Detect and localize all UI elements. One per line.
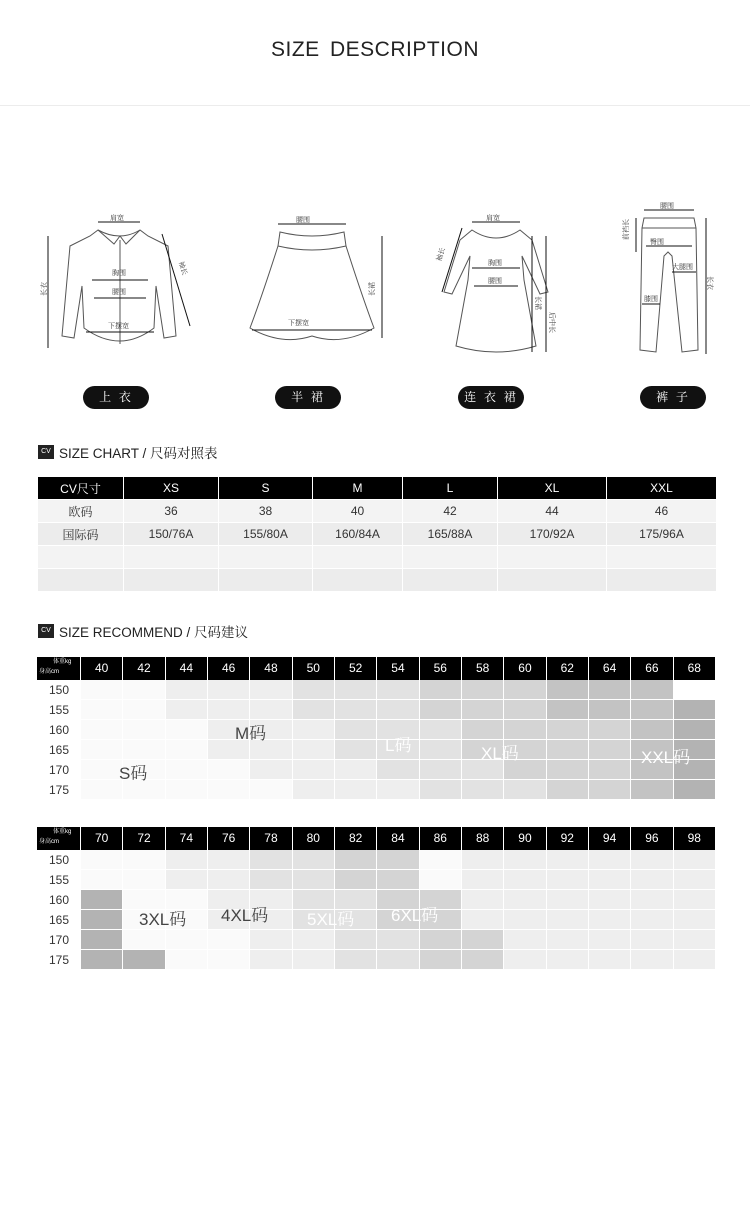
size-chart-cell: 170/92A: [498, 523, 607, 546]
weight-column-header: 82: [335, 827, 377, 850]
recommend-cell: [81, 700, 123, 720]
size-chart-col-header: XXL: [607, 477, 717, 500]
recommend-cell: [589, 780, 631, 800]
recommend-cell: [674, 870, 716, 890]
recommend-cell: [631, 680, 673, 700]
recommend-cell: [123, 680, 165, 700]
recommend-cell: [377, 680, 419, 700]
recommend-cell: [123, 930, 165, 950]
recommend-cell: [674, 720, 716, 740]
recommend-cell: [674, 850, 716, 870]
recommend-cell: [547, 700, 589, 720]
weight-header-row: [37, 657, 716, 680]
size-zone-label: 4XL码: [221, 906, 269, 925]
recommend-cell: [420, 950, 462, 970]
size-chart-cell: [498, 569, 607, 592]
dim-chest: 胸围: [112, 269, 126, 277]
recommend-cell: [589, 700, 631, 720]
recommend-cell: [335, 850, 377, 870]
recommend-cell: [631, 780, 673, 800]
size-chart-title: SIZE CHART / 尺码对照表: [59, 446, 218, 461]
size-chart-row: [38, 523, 717, 546]
weight-column-header: 42: [123, 657, 165, 680]
recommend-cell: [250, 700, 292, 720]
size-zone-label: XXL码: [641, 748, 691, 767]
dim-sleeve: 袖长: [176, 260, 189, 277]
corner-height-label: 身高cm: [39, 669, 59, 675]
weight-column-header: 74: [166, 827, 208, 850]
height-row: [37, 950, 716, 970]
height-row-label: 175: [48, 953, 70, 967]
garment-dress-label: 连 衣 裙: [458, 386, 524, 409]
recommend-cell: [208, 760, 250, 780]
height-row-label: 160: [48, 723, 70, 737]
recommend-cell: [377, 870, 419, 890]
recommend-cell: [123, 870, 165, 890]
recommend-cell: [420, 780, 462, 800]
size-chart-cell: [38, 546, 124, 569]
corner-weight-label: 体重kg: [53, 829, 72, 835]
recommend-cell: [81, 740, 123, 760]
weight-column-header: 98: [674, 827, 716, 850]
weight-column-header: 48: [250, 657, 292, 680]
size-chart-cell: [403, 546, 498, 569]
recommend-cell: [335, 740, 377, 760]
recommend-cell: [462, 890, 504, 910]
size-chart-col-header: S: [219, 477, 313, 500]
height-row-label: 155: [48, 703, 70, 717]
recommend-cell: [293, 760, 335, 780]
recommend-cell: [293, 780, 335, 800]
recommend-cell: [674, 950, 716, 970]
weight-column-header: 40: [81, 657, 123, 680]
recommend-cell: [208, 780, 250, 800]
recommend-cell: [462, 680, 504, 700]
recommend-cell: [631, 870, 673, 890]
height-row: [37, 700, 716, 720]
recommend-cell: [589, 680, 631, 700]
recommend-cell: [420, 740, 462, 760]
dim-chest: 胸围: [488, 259, 502, 267]
dim-dress-length: 长裙: [534, 296, 542, 310]
recommend-cell: [81, 870, 123, 890]
dim-waist: 腰围: [488, 277, 502, 285]
size-chart-cell: 国际码: [38, 523, 124, 546]
recommend-cell: [420, 850, 462, 870]
weight-column-header: 68: [674, 657, 716, 680]
dim-knee: 膝围: [644, 295, 658, 303]
size-chart-cell: [38, 569, 124, 592]
size-chart-cell: [124, 569, 219, 592]
recommend-cell: [250, 930, 292, 950]
size-chart-row: [38, 569, 717, 592]
height-row: [37, 680, 716, 700]
size-zone-label: M码: [235, 724, 267, 743]
recommend-cell: [504, 950, 546, 970]
page-header: [0, 0, 750, 106]
weight-column-header: 94: [589, 827, 631, 850]
height-row-label: 175: [48, 783, 70, 797]
recommend-cell: [293, 700, 335, 720]
recommend-cell: [166, 870, 208, 890]
recommend-cell: [589, 890, 631, 910]
garment-dress-illustration: [432, 196, 562, 356]
weight-column-header: 88: [462, 827, 504, 850]
recommend-cell: [631, 850, 673, 870]
recommend-cell: [293, 720, 335, 740]
size-chart-cell: [403, 569, 498, 592]
recommend-cell: [293, 950, 335, 970]
recommend-cell: [420, 760, 462, 780]
size-chart-header-row: [38, 477, 717, 500]
dim-shoulder-width: 肩宽: [110, 214, 124, 222]
recommend-cell: [674, 780, 716, 800]
size-chart-cell: 44: [498, 500, 607, 523]
recommend-cell: [166, 740, 208, 760]
dim-length: 长衣: [706, 276, 714, 290]
weight-header-row: [37, 827, 716, 850]
recommend-cell: [462, 780, 504, 800]
recommend-cell: [293, 680, 335, 700]
recommend-cell: [462, 870, 504, 890]
recommend-cell: [166, 680, 208, 700]
recommend-cell: [504, 680, 546, 700]
recommend-cell: [547, 780, 589, 800]
recommend-cell: [293, 740, 335, 760]
recommend-cell: [420, 930, 462, 950]
recommend-cell: [589, 760, 631, 780]
weight-column-header: 96: [631, 827, 673, 850]
recommend-cell: [166, 780, 208, 800]
recommend-cell: [462, 850, 504, 870]
recommend-cell: [81, 910, 123, 930]
weight-column-header: 64: [589, 657, 631, 680]
weight-column-header: 46: [208, 657, 250, 680]
recommend-cell: [293, 850, 335, 870]
recommend-cell: [631, 910, 673, 930]
recommend-cell: [250, 850, 292, 870]
recommend-cell: [293, 870, 335, 890]
size-chart-cell: 175/96A: [607, 523, 717, 546]
recommend-cell: [81, 890, 123, 910]
weight-column-header: 76: [208, 827, 250, 850]
recommend-cell: [504, 870, 546, 890]
recommend-cell: [504, 780, 546, 800]
size-chart-table: [37, 476, 717, 592]
recommend-cell: [674, 910, 716, 930]
dim-waist: 腰围: [660, 202, 674, 210]
garment-skirt-label: 半 裙: [275, 386, 341, 409]
recommend-cell: [547, 870, 589, 890]
size-chart-cell: 38: [219, 500, 313, 523]
garment-top-label: 上 衣: [83, 386, 149, 409]
size-chart-cell: [498, 546, 607, 569]
weight-column-header: 52: [335, 657, 377, 680]
recommend-cell: [81, 930, 123, 950]
height-row: [37, 930, 716, 950]
recommend-cell: [250, 760, 292, 780]
recommend-cell: [589, 740, 631, 760]
size-recommend-grid-1: [37, 657, 716, 801]
recommend-cell: [81, 720, 123, 740]
cv-badge: CV: [38, 445, 54, 459]
recommend-cell: [589, 850, 631, 870]
recommend-cell: [250, 870, 292, 890]
size-chart-heading: [38, 444, 218, 460]
size-chart-cell: [607, 569, 717, 592]
height-row-label: 165: [48, 743, 70, 757]
recommend-cell: [123, 950, 165, 970]
recommend-cell: [250, 780, 292, 800]
weight-column-header: 72: [123, 827, 165, 850]
recommend-cell: [504, 720, 546, 740]
size-chart-cell: 42: [403, 500, 498, 523]
height-row: [37, 870, 716, 890]
size-chart-row: [38, 500, 717, 523]
recommend-cell: [335, 680, 377, 700]
size-chart-cell: [313, 569, 403, 592]
height-row-label: 150: [48, 683, 70, 697]
recommend-cell: [166, 950, 208, 970]
weight-column-header: 44: [166, 657, 208, 680]
corner-weight-label: 体重kg: [53, 659, 72, 665]
size-zone-label: 3XL码: [139, 910, 187, 929]
recommend-cell: [123, 700, 165, 720]
recommend-cell: [208, 700, 250, 720]
size-recommend-grid-2: [37, 827, 716, 971]
size-recommend-title: SIZE RECOMMEND / 尺码建议: [59, 625, 249, 640]
recommend-cell: [335, 700, 377, 720]
recommend-cell: [81, 680, 123, 700]
recommend-cell: [547, 950, 589, 970]
recommend-cell: [631, 700, 673, 720]
size-chart-cell: 36: [124, 500, 219, 523]
dim-thigh: 大腿围: [672, 263, 693, 271]
dim-skirt-length: 长裙: [368, 282, 376, 296]
recommend-cell: [631, 890, 673, 910]
height-row-label: 155: [48, 873, 70, 887]
corner-height-label: 身高cm: [39, 839, 59, 845]
recommend-cell: [166, 700, 208, 720]
recommend-cell: [335, 870, 377, 890]
recommend-cell: [547, 680, 589, 700]
recommend-cell: [504, 930, 546, 950]
recommend-cell: [462, 720, 504, 740]
recommend-cell: [377, 760, 419, 780]
garment-top-illustration: [40, 196, 200, 356]
grid-corner: [37, 657, 81, 680]
size-zone-label: XL码: [481, 744, 519, 763]
height-row-label: 160: [48, 893, 70, 907]
recommend-cell: [547, 890, 589, 910]
size-zone-label: L码: [385, 736, 412, 755]
recommend-cell: [123, 720, 165, 740]
recommend-cell: [504, 910, 546, 930]
recommend-cell: [674, 700, 716, 720]
recommend-cell: [335, 780, 377, 800]
weight-column-header: 90: [504, 827, 546, 850]
height-row-label: 170: [48, 933, 70, 947]
recommend-cell: [504, 890, 546, 910]
size-chart-cell: [219, 569, 313, 592]
recommend-cell: [589, 950, 631, 970]
recommend-cell: [674, 930, 716, 950]
size-chart-cell: 46: [607, 500, 717, 523]
size-chart-col-header: XS: [124, 477, 219, 500]
recommend-cell: [123, 740, 165, 760]
dim-shoulder-width: 肩宽: [486, 214, 500, 222]
dim-sleeve: 袖长: [435, 246, 447, 263]
recommend-cell: [504, 700, 546, 720]
recommend-cell: [166, 850, 208, 870]
dim-hem-width: 下摆宽: [108, 322, 129, 330]
weight-column-header: 66: [631, 657, 673, 680]
recommend-cell: [335, 720, 377, 740]
recommend-cell: [589, 930, 631, 950]
size-chart-col-header: L: [403, 477, 498, 500]
recommend-cell: [420, 720, 462, 740]
recommend-cell: [377, 780, 419, 800]
recommend-cell: [462, 950, 504, 970]
recommend-cell: [208, 680, 250, 700]
garment-pants-label: 裤 子: [640, 386, 706, 409]
recommend-cell: [420, 680, 462, 700]
recommend-cell: [166, 760, 208, 780]
recommend-cell: [420, 700, 462, 720]
size-chart-cell: 欧码: [38, 500, 124, 523]
height-row: [37, 720, 716, 740]
recommend-cell: [81, 780, 123, 800]
size-zone-label: 5XL码: [307, 910, 355, 929]
recommend-cell: [420, 870, 462, 890]
recommend-cell: [674, 680, 716, 700]
recommend-cell: [250, 680, 292, 700]
recommend-cell: [81, 760, 123, 780]
recommend-cell: [208, 950, 250, 970]
recommend-cell: [504, 850, 546, 870]
size-recommend-heading: [38, 623, 248, 639]
page-title: SIZE DESCRIPTION: [270, 38, 480, 61]
recommend-cell: [335, 950, 377, 970]
recommend-cell: [81, 950, 123, 970]
size-chart-cell: [313, 546, 403, 569]
height-row-label: 165: [48, 913, 70, 927]
weight-column-header: 58: [462, 657, 504, 680]
recommend-cell: [166, 930, 208, 950]
weight-column-header: 84: [377, 827, 419, 850]
size-zone-label: S码: [119, 764, 148, 783]
size-chart-cell: [607, 546, 717, 569]
recommend-cell: [462, 910, 504, 930]
recommend-cell: [547, 910, 589, 930]
recommend-cell: [589, 720, 631, 740]
weight-column-header: 54: [377, 657, 419, 680]
garment-pants-illustration: [618, 196, 718, 366]
size-zone-label: 6XL码: [391, 906, 439, 925]
size-chart-cell: 165/88A: [403, 523, 498, 546]
size-chart-row: [38, 546, 717, 569]
size-chart-corner: CV尺寸: [38, 477, 124, 500]
recommend-cell: [547, 760, 589, 780]
recommend-cell: [208, 870, 250, 890]
size-chart-col-header: M: [313, 477, 403, 500]
height-row: [37, 740, 716, 760]
grid-corner: [37, 827, 81, 850]
recommend-cell: [335, 930, 377, 950]
weight-column-header: 78: [250, 827, 292, 850]
garment-skirt-illustration: [232, 196, 392, 356]
dim-back-length: 后中长: [548, 312, 556, 333]
size-chart-cell: 160/84A: [313, 523, 403, 546]
recommend-cell: [377, 930, 419, 950]
height-row-label: 170: [48, 763, 70, 777]
recommend-cell: [377, 950, 419, 970]
recommend-cell: [631, 720, 673, 740]
size-chart-cell: 150/76A: [124, 523, 219, 546]
dim-waist: 腰围: [112, 288, 126, 296]
recommend-cell: [462, 930, 504, 950]
size-chart-cell: 40: [313, 500, 403, 523]
weight-column-header: 86: [420, 827, 462, 850]
recommend-cell: [631, 950, 673, 970]
dim-waist: 腰围: [296, 216, 310, 224]
recommend-cell: [377, 850, 419, 870]
recommend-cell: [81, 850, 123, 870]
size-chart-col-header: XL: [498, 477, 607, 500]
recommend-cell: [462, 700, 504, 720]
recommend-cell: [335, 760, 377, 780]
weight-column-header: 50: [293, 657, 335, 680]
weight-column-header: 56: [420, 657, 462, 680]
cv-badge: CV: [38, 624, 54, 638]
weight-column-header: 80: [293, 827, 335, 850]
weight-column-header: 92: [547, 827, 589, 850]
recommend-cell: [208, 930, 250, 950]
recommend-cell: [293, 930, 335, 950]
recommend-cell: [674, 890, 716, 910]
weight-column-header: 62: [547, 657, 589, 680]
recommend-cell: [589, 910, 631, 930]
height-row: [37, 850, 716, 870]
recommend-cell: [123, 850, 165, 870]
recommend-cell: [547, 720, 589, 740]
dim-hem-width: 下摆宽: [288, 319, 309, 327]
recommend-cell: [250, 950, 292, 970]
weight-column-header: 60: [504, 657, 546, 680]
dim-hip: 臀围: [650, 238, 664, 246]
recommend-cell: [377, 700, 419, 720]
recommend-cell: [208, 850, 250, 870]
recommend-cell: [166, 720, 208, 740]
recommend-cell: [547, 850, 589, 870]
recommend-cell: [547, 740, 589, 760]
dim-front-rise: 前裆长: [622, 219, 630, 240]
size-chart-cell: [124, 546, 219, 569]
weight-column-header: 70: [81, 827, 123, 850]
size-chart-cell: 155/80A: [219, 523, 313, 546]
recommend-cell: [589, 870, 631, 890]
size-chart-cell: [219, 546, 313, 569]
dim-length: 长衣: [40, 282, 48, 296]
recommend-cell: [547, 930, 589, 950]
height-row-label: 150: [48, 853, 70, 867]
recommend-cell: [631, 930, 673, 950]
